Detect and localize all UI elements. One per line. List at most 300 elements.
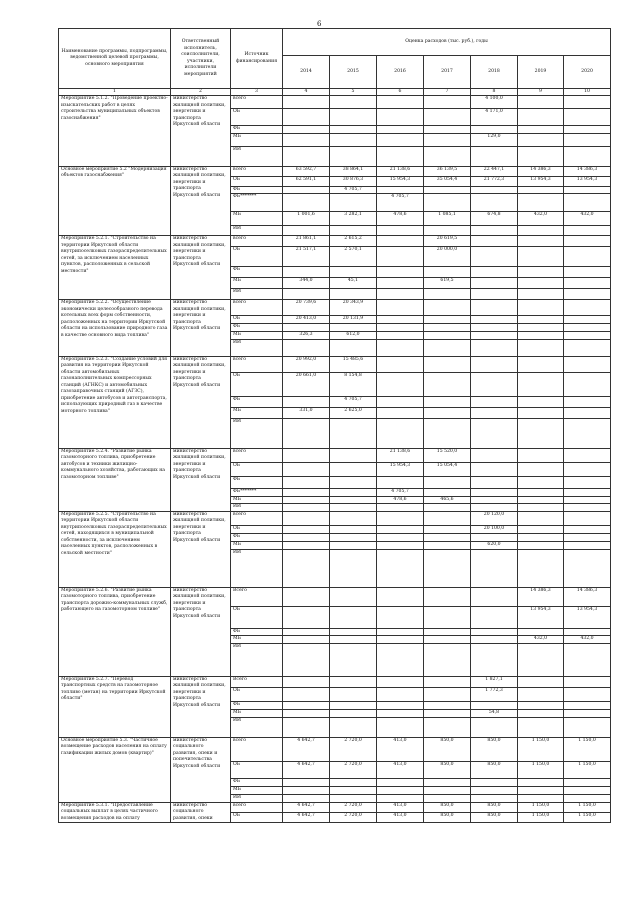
amount-cell: 3 282,1	[330, 212, 377, 226]
amount-cell	[283, 533, 330, 541]
amount-cell	[518, 316, 564, 324]
amount-cell	[283, 643, 330, 676]
amount-cell	[424, 300, 471, 316]
amount-cell	[330, 511, 377, 525]
amount-cell	[564, 146, 611, 166]
funding-source: МБ	[231, 133, 283, 146]
amount-cell	[471, 126, 518, 134]
amount-cell	[283, 717, 330, 737]
amount-cell	[330, 786, 377, 794]
amount-cell: 850,0	[424, 761, 471, 778]
amount-cell	[518, 226, 564, 236]
amount-cell: 35 054,4	[424, 176, 471, 186]
amount-cell	[564, 226, 611, 236]
funding-source: МБ	[231, 331, 283, 339]
amount-cell	[377, 717, 424, 737]
amount-cell	[330, 418, 377, 448]
amount-cell	[564, 247, 611, 267]
amount-cell: 326,3	[283, 331, 330, 339]
amount-cell	[377, 628, 424, 636]
funding-source: ОБ	[231, 247, 283, 267]
amount-cell	[377, 278, 424, 289]
amount-cell	[377, 226, 424, 236]
amount-cell: 4 642,7	[283, 761, 330, 778]
measure-name: Мероприятие 5.2.3. "Создание условий для развития на территории Иркутской области автомобильных газонаполнительных компрессорных станций (АГНКС) и автомобильных газозаправочных станций (АГЗС), приобретение автобусов и автотранспорта, использующих природный газ в качестве моторного топлива"	[59, 356, 171, 448]
amount-cell: 1 001,6	[283, 212, 330, 226]
amount-cell	[377, 533, 424, 541]
funding-source: ИИ	[231, 226, 283, 236]
amount-cell	[424, 636, 471, 644]
amount-cell	[564, 778, 611, 786]
amount-cell: 15 054,4	[424, 462, 471, 476]
amount-cell	[564, 407, 611, 418]
amount-cell	[471, 778, 518, 786]
funding-source: ОБ	[231, 372, 283, 396]
amount-cell	[283, 687, 330, 701]
amount-cell	[283, 606, 330, 628]
amount-cell	[424, 676, 471, 687]
amount-cell	[564, 549, 611, 587]
table-row	[59, 356, 611, 372]
amount-cell	[283, 324, 330, 332]
amount-cell	[377, 636, 424, 644]
amount-cell	[283, 549, 330, 587]
amount-cell	[377, 109, 424, 126]
amount-cell	[471, 462, 518, 476]
funding-source: ИИ	[231, 339, 283, 356]
amount-cell	[424, 267, 471, 278]
amount-cell: 15 954,3	[377, 176, 424, 186]
amount-cell	[564, 488, 611, 496]
amount-cell	[471, 549, 518, 587]
amount-cell	[564, 372, 611, 396]
amount-cell	[283, 488, 330, 496]
amount-cell: 20 619,5	[424, 236, 471, 247]
amount-cell	[564, 396, 611, 407]
header-source: Источник финансирования	[231, 29, 283, 89]
measure-name: Мероприятие 5.2.1. "Строительство на территории Иркутской области внутрипоселковых газораспределительных сетей, за исключением населенных пунктов, расположенных в сельской местности"	[59, 236, 171, 300]
amount-cell: 1 150,0	[518, 737, 564, 761]
amount-cell	[564, 194, 611, 212]
amount-cell	[518, 643, 564, 676]
amount-cell	[471, 701, 518, 709]
amount-cell	[564, 511, 611, 525]
amount-cell	[564, 676, 611, 687]
amount-cell	[377, 316, 424, 324]
amount-cell	[424, 541, 471, 549]
funding-source: всего	[231, 166, 283, 176]
table-row	[59, 802, 611, 812]
amount-cell	[424, 628, 471, 636]
amount-cell	[518, 687, 564, 701]
amount-cell	[424, 488, 471, 496]
table-row	[59, 511, 611, 525]
amount-cell: 1 085,1	[424, 212, 471, 226]
amount-cell: 1 150,0	[564, 802, 611, 812]
amount-cell	[518, 628, 564, 636]
amount-cell	[471, 407, 518, 418]
amount-cell	[424, 511, 471, 525]
amount-cell	[471, 606, 518, 628]
funding-source: Всего	[231, 587, 283, 606]
amount-cell	[283, 226, 330, 236]
amount-cell	[283, 709, 330, 717]
year-header: 2019	[518, 56, 564, 89]
funding-source: ФБ	[231, 126, 283, 134]
amount-cell	[330, 448, 377, 462]
amount-cell	[471, 786, 518, 794]
amount-cell: 850,0	[424, 802, 471, 812]
amount-cell	[377, 289, 424, 300]
amount-cell	[377, 339, 424, 356]
amount-cell	[377, 606, 424, 628]
amount-cell	[377, 549, 424, 587]
amount-cell	[424, 418, 471, 448]
amount-cell	[283, 448, 330, 462]
amount-cell	[471, 300, 518, 316]
funding-source: всего	[231, 511, 283, 525]
amount-cell	[377, 525, 424, 533]
amount-cell	[283, 462, 330, 476]
amount-cell	[564, 356, 611, 372]
amount-cell: 14 386,3	[518, 166, 564, 176]
amount-cell	[377, 356, 424, 372]
amount-cell	[330, 496, 377, 504]
amount-cell	[283, 146, 330, 166]
amount-cell: 1 150,0	[564, 761, 611, 778]
amount-cell	[377, 267, 424, 278]
amount-cell: 13 954,3	[518, 176, 564, 186]
amount-cell	[564, 133, 611, 146]
table-row	[59, 676, 611, 687]
measure-name: Мероприятие 5.2.5. "Строительство на территории Иркутской области внутрипоселковых газораспределительных сетей, находящихся в муниципальной собственности, за исключением населенных пунктов, расположенных в сельской местности"	[59, 511, 171, 587]
funding-source: Всего	[231, 676, 283, 687]
amount-cell	[564, 717, 611, 737]
amount-cell: 54,8	[471, 709, 518, 717]
measure-name: Основное мероприятие 5.2 "Модернизация объектов газоснабжения"	[59, 166, 171, 236]
amount-cell	[424, 133, 471, 146]
amount-cell: 13 954,3	[518, 606, 564, 628]
amount-cell	[283, 476, 330, 488]
year-header: 2018	[471, 56, 518, 89]
measure-name: Мероприятие 5.2.4. "Развитие рынка газомоторного топлива, приобретение автобусов и техники жилищно-коммунального хозяйства, работающих на газомоторном топливе"	[59, 448, 171, 511]
amount-cell	[424, 126, 471, 134]
amount-cell	[518, 146, 564, 166]
funding-source: ОБ	[231, 687, 283, 701]
amount-cell	[424, 525, 471, 533]
funding-source: ОБ	[231, 812, 283, 822]
amount-cell: 13 954,3	[564, 606, 611, 628]
amount-cell: 850,0	[471, 737, 518, 761]
table-row	[59, 448, 611, 462]
amount-cell	[424, 504, 471, 512]
column-number: 1	[59, 89, 171, 96]
amount-cell	[330, 587, 377, 606]
amount-cell	[283, 676, 330, 687]
amount-cell: 850,0	[424, 812, 471, 822]
amount-cell	[283, 504, 330, 512]
amount-cell: 45,1	[330, 278, 377, 289]
amount-cell	[424, 606, 471, 628]
amount-cell	[518, 133, 564, 146]
funding-source: МБ	[231, 278, 283, 289]
amount-cell	[424, 96, 471, 109]
amount-cell: 4 705,7	[330, 396, 377, 407]
amount-cell: 432,0	[518, 636, 564, 644]
amount-cell	[564, 504, 611, 512]
amount-cell	[518, 676, 564, 687]
amount-cell	[330, 541, 377, 549]
table-row	[59, 96, 611, 109]
funding-source: всего	[231, 448, 283, 462]
amount-cell	[518, 194, 564, 212]
amount-cell	[283, 339, 330, 356]
column-number: 6	[377, 89, 424, 96]
amount-cell: 432,0	[564, 636, 611, 644]
amount-cell	[330, 709, 377, 717]
funding-source: МБ	[231, 541, 283, 549]
amount-cell	[424, 407, 471, 418]
amount-cell	[471, 278, 518, 289]
amount-cell	[377, 133, 424, 146]
amount-cell: 478,6	[377, 496, 424, 504]
amount-cell	[471, 331, 518, 339]
amount-cell	[564, 687, 611, 701]
amount-cell	[518, 778, 564, 786]
amount-cell	[377, 794, 424, 802]
amount-cell: 1 150,0	[518, 761, 564, 778]
amount-cell	[518, 709, 564, 717]
amount-cell	[283, 628, 330, 636]
funding-source: ИИ	[231, 643, 283, 676]
funding-source: ИИ	[231, 549, 283, 587]
amount-cell: 62 591,1	[283, 176, 330, 186]
amount-cell: 4 705,7	[377, 194, 424, 212]
funding-source: МБ	[231, 407, 283, 418]
amount-cell: 2 720,0	[330, 737, 377, 761]
amount-cell: 8 154,8	[330, 372, 377, 396]
column-number: 3	[231, 89, 283, 96]
amount-cell	[377, 331, 424, 339]
amount-cell	[424, 717, 471, 737]
amount-cell	[518, 289, 564, 300]
amount-cell: 2 615,2	[330, 236, 377, 247]
amount-cell: 478,6	[377, 212, 424, 226]
funding-source: ИИ	[231, 289, 283, 300]
amount-cell	[424, 549, 471, 587]
amount-cell: 21 772,3	[471, 176, 518, 186]
amount-cell	[330, 289, 377, 300]
amount-cell	[518, 549, 564, 587]
amount-cell	[283, 126, 330, 134]
amount-cell	[377, 300, 424, 316]
amount-cell	[377, 247, 424, 267]
amount-cell	[471, 418, 518, 448]
amount-cell	[471, 267, 518, 278]
funding-source: всего	[231, 737, 283, 761]
funding-source: ФБ	[231, 186, 283, 194]
amount-cell	[471, 628, 518, 636]
amount-cell	[518, 300, 564, 316]
amount-cell	[471, 146, 518, 166]
amount-cell	[377, 418, 424, 448]
amount-cell	[518, 278, 564, 289]
amount-cell	[471, 794, 518, 802]
amount-cell	[283, 186, 330, 194]
amount-cell: 21 138,6	[377, 448, 424, 462]
amount-cell	[330, 504, 377, 512]
amount-cell	[518, 794, 564, 802]
amount-cell	[424, 324, 471, 332]
funding-source: ФБ	[231, 628, 283, 636]
amount-cell: 413,0	[377, 812, 424, 822]
amount-cell: 36 139,5	[424, 166, 471, 176]
amount-cell	[471, 533, 518, 541]
amount-cell	[283, 396, 330, 407]
funding-source: всего	[231, 802, 283, 812]
amount-cell	[377, 676, 424, 687]
responsible-executor: министерство жилищной политики, энергетики и транспорта Иркутской области	[171, 676, 231, 737]
amount-cell	[471, 236, 518, 247]
amount-cell: 850,0	[424, 737, 471, 761]
amount-cell: 413,0	[377, 761, 424, 778]
amount-cell: 2 625,0	[330, 407, 377, 418]
amount-cell	[471, 448, 518, 462]
funding-source: ИИ	[231, 717, 283, 737]
amount-cell	[424, 709, 471, 717]
funding-source: ФБ	[231, 396, 283, 407]
amount-cell	[377, 541, 424, 549]
amount-cell	[330, 701, 377, 709]
header-executor: Ответственный исполнитель, соисполнители, участники, исполнители мероприятий	[171, 29, 231, 89]
amount-cell	[377, 778, 424, 786]
amount-cell: 4 171,0	[471, 109, 518, 126]
table-body	[59, 96, 611, 823]
amount-cell	[424, 339, 471, 356]
amount-cell	[377, 126, 424, 134]
amount-cell: 432,0	[518, 212, 564, 226]
amount-cell	[330, 717, 377, 737]
funding-source: ФБ	[231, 701, 283, 709]
column-number: 8	[471, 89, 518, 96]
responsible-executor: министерство жилищной политики, энергетики и транспорта Иркутской области	[171, 236, 231, 300]
column-number: 5	[330, 89, 377, 96]
amount-cell	[330, 126, 377, 134]
header-program: Наименование программы, подпрограммы, ведомственной целевой программы, основного мероприятия	[59, 29, 171, 89]
amount-cell: 1 827,1	[471, 676, 518, 687]
column-number: 9	[518, 89, 564, 96]
amount-cell	[424, 476, 471, 488]
measure-name: Мероприятие 5.2.2. "Осуществление экономически целесообразного перевода котельных всех форм собственности, расположенных на территории Иркутской области на использование природного газа в качестве основного вида топлива"	[59, 300, 171, 357]
amount-cell	[518, 331, 564, 339]
amount-cell	[518, 701, 564, 709]
responsible-executor: министерство жилищной политики, энергетики и транспорта Иркутской области	[171, 96, 231, 167]
amount-cell: 20 739,6	[283, 300, 330, 316]
amount-cell	[377, 786, 424, 794]
amount-cell	[518, 372, 564, 396]
amount-cell	[377, 643, 424, 676]
amount-cell	[283, 778, 330, 786]
funding-source: всего	[231, 300, 283, 316]
year-header: 2017	[424, 56, 471, 89]
funding-source: всего	[231, 96, 283, 109]
amount-cell: 129,0	[471, 133, 518, 146]
table-row	[59, 166, 611, 176]
funding-source: ИИ	[231, 504, 283, 512]
amount-cell: 1 150,0	[518, 802, 564, 812]
amount-cell	[471, 636, 518, 644]
column-number: 7	[424, 89, 471, 96]
amount-cell	[424, 687, 471, 701]
amount-cell: 850,0	[471, 812, 518, 822]
amount-cell	[330, 146, 377, 166]
header-estimate: Оценка расходов (тыс. руб.), годы	[283, 29, 611, 56]
amount-cell	[518, 396, 564, 407]
amount-cell: 21 861,1	[283, 236, 330, 247]
amount-cell	[564, 701, 611, 709]
amount-cell	[518, 407, 564, 418]
amount-cell	[518, 786, 564, 794]
amount-cell	[518, 126, 564, 134]
amount-cell	[518, 356, 564, 372]
amount-cell	[424, 701, 471, 709]
amount-cell	[330, 628, 377, 636]
amount-cell	[377, 701, 424, 709]
amount-cell	[330, 133, 377, 146]
amount-cell	[330, 525, 377, 533]
amount-cell	[424, 778, 471, 786]
amount-cell: 4 642,7	[283, 737, 330, 761]
amount-cell	[471, 316, 518, 324]
amount-cell	[377, 236, 424, 247]
amount-cell	[564, 331, 611, 339]
amount-cell: 21 517,1	[283, 247, 330, 267]
amount-cell	[377, 96, 424, 109]
amount-cell	[471, 339, 518, 356]
amount-cell: 20 992,0	[283, 356, 330, 372]
funding-source: МБ	[231, 786, 283, 794]
amount-cell: 2 720,0	[330, 812, 377, 822]
funding-source: ИИ	[231, 146, 283, 166]
amount-cell	[283, 109, 330, 126]
amount-cell: 620,0	[471, 541, 518, 549]
table-row	[59, 300, 611, 316]
amount-cell	[518, 109, 564, 126]
measure-name: Мероприятие 5.3.1. "Предоставление социальных выплат в целях частичного возмещения расходов на оплату	[59, 802, 171, 823]
amount-cell	[564, 418, 611, 448]
amount-cell	[564, 628, 611, 636]
amount-cell	[518, 186, 564, 194]
amount-cell	[564, 126, 611, 134]
column-number-row	[59, 89, 611, 96]
amount-cell: 850,0	[471, 761, 518, 778]
funding-source: ФБ	[231, 476, 283, 488]
amount-cell	[330, 324, 377, 332]
amount-cell	[283, 525, 330, 533]
amount-cell: 21 138,6	[377, 166, 424, 176]
amount-cell	[564, 186, 611, 194]
amount-cell	[377, 407, 424, 418]
amount-cell	[518, 533, 564, 541]
funding-source: МБ	[231, 636, 283, 644]
year-header: 2016	[377, 56, 424, 89]
table-row	[59, 587, 611, 606]
amount-cell	[518, 717, 564, 737]
amount-cell	[424, 356, 471, 372]
amount-cell: 15 485,6	[330, 356, 377, 372]
amount-cell	[377, 476, 424, 488]
amount-cell	[471, 186, 518, 194]
